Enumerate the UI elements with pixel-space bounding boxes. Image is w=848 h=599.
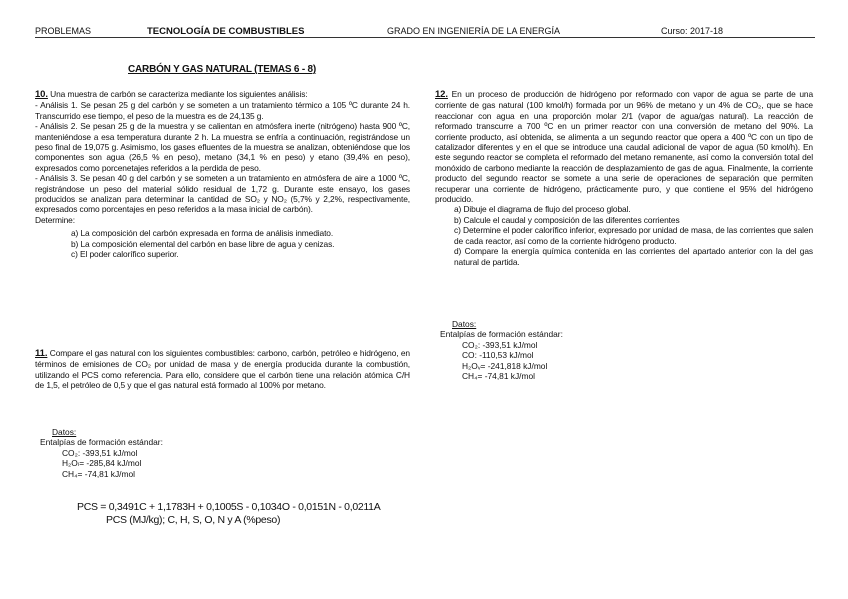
problem-11-data: [40, 427, 163, 479]
question-10a: a) La composición del carbón expresada en forma de análisis inmediato.: [71, 228, 334, 239]
data-label-12: Datos:: [452, 319, 477, 329]
problem-12-number: 12.: [435, 89, 448, 100]
h2o-enthalpy-11: H₂Oₗ= -285,84 kJ/mol: [62, 458, 142, 469]
header-subject: TECNOLOGÍA DE COMBUSTIBLES: [147, 26, 305, 37]
ch4-enthalpy-11: CH₄= -74,81 kJ/mol: [62, 468, 136, 479]
problem-11-text: Compare el gas natural con los siguientes combustibles: carbono, carbón, petróleo e hidrógeno, en términos de emisiones de CO₂ por unidad de masa y de energía producida durante la combustión, utilizando el PCS como referencia. Para ello, considere que el carbón tiene una relación atómica C/H de 1,5, el petróleo de 0,5 y que el gas natural está formado al 100% por metano.: [35, 348, 410, 391]
analysis-1: - Análisis 1. Se pesan 25 g del carbón y se someten a un tratamiento térmico a 105 ºC durante 24 h. Transcurrido ese tiempo, el peso de la muestra es de 24,135 g.: [35, 100, 410, 121]
header-divider: [35, 37, 815, 38]
question-12a: a) Dibuje el diagrama de flujo del proceso global.: [454, 204, 631, 215]
enthalpy-label-12: Entalpías de formación estándar:: [440, 329, 563, 340]
analysis-3: - Análisis 3. Se pesan 40 g del carbón y se someten a un tratamiento en atmósfera de aire a 1000 ºC, registrándose un peso del material sólido residual de 1,72 g. Durante este ensayo, los gases producidos se analizan para determinar la cantidad de SO₂ y NO₂ (5,7% y 2,2%, respectivamente, expresados como porcentajes en peso referidos a la masa inicial de carbón).: [35, 173, 410, 215]
header-course: Curso: 2017-18: [661, 26, 724, 36]
problem-12-text: En un proceso de producción de hidrógeno por reformado con vapor de agua se parte de una corriente de gas natural (100 kmol/h) formada por un 96% de metano y un 4% de CO₂, que se hace reaccionar con agua en una proporción molar 2/1 (vapor de agua/gas natural). La reacción de reformado transcurre a 700 ºC en un primer reactor con una conversión de metano del 90%. La corriente producto, así obtenida, se alimenta a un segundo reactor que opera a 400 ºC con un tipo de catalizador diferentes y en el que se introduce una caudal adicional de vapor de agua (50 kmol/h). En este segundo reactor se completa el reformado del metano remanente, así como la conversión total del monóxido de carbono mediante la reacción de desplazamiento de gas de agua. Finalmente, la corriente producto del segundo reactor se somete a una serie de operaciones de separación que permiten recuperar una corriente de hidrógeno, prácticamente puro, y que contiene el 95% del hidrógeno producido.: [435, 89, 813, 205]
pcs-units: PCS (MJ/kg); C, H, S, O, N y A (%peso): [106, 514, 281, 526]
question-10c: c) El poder calorífico superior.: [71, 249, 179, 260]
determine-label: Determine:: [35, 214, 75, 225]
problem-10-number: 10.: [35, 89, 48, 100]
data-label-11: Datos:: [52, 427, 77, 437]
header-degree: GRADO EN INGENIERÍA DE LA ENERGÍA: [387, 26, 561, 36]
problem-10: [35, 89, 410, 260]
problem-12-data: [440, 319, 563, 381]
problem-12: [435, 89, 813, 267]
problem-11-number: 11.: [35, 348, 48, 359]
question-12d: d) Compare la energía química contenida en las corrientes del apartado anterior con la del gas natural de partida.: [454, 246, 813, 267]
enthalpy-label-11: Entalpías de formación estándar:: [40, 437, 163, 448]
analysis-2: - Análisis 2. Se pesan 25 g de la muestra y se calientan en atmósfera inerte (nitrógeno) hasta 900 ºC, manteniéndose a esa temperatura durante 2 h. La muestra se enfría a continuación, registrándose un peso final de 19,075 g. Asimismo, los gases efluentes de la muestra se analizan, obteniéndose que los componentes son agua (26,5 % en peso), metano (34,1 % en peso) y etano (39,4% en peso), expresados como porcenetajes referidos a la perdida de peso.: [35, 121, 410, 173]
page-title: CARBÓN Y GAS NATURAL (TEMAS 6 - 8): [128, 64, 317, 75]
problem-10-intro: Una muestra de carbón se caracteriza mediante los siguientes análisis:: [47, 89, 308, 99]
co2-enthalpy-12: CO₂: -393,51 kJ/mol: [462, 339, 538, 350]
question-12c: c) Determine el poder calorífico inferior, expresado por unidad de masa, de las corrientes que salen de cada reactor, así como de la corriente hidrógeno producto.: [454, 225, 813, 246]
pcs-formula: PCS = 0,3491C + 1,1783H + 0,1005S - 0,1034O - 0,0151N - 0,0211A: [77, 501, 381, 513]
ch4-enthalpy-12: CH₄= -74,81 kJ/mol: [462, 371, 536, 382]
question-10b: b) La composición elemental del carbón en base libre de agua y cenizas.: [71, 238, 335, 249]
problem-11: [35, 348, 410, 391]
h2o-enthalpy-12: H₂Oᵥ= -241,818 kJ/mol: [462, 360, 548, 371]
co2-enthalpy-11: CO₂: -393,51 kJ/mol: [62, 447, 138, 458]
header-left: PROBLEMAS: [35, 26, 92, 36]
co-enthalpy-12: CO: -110,53 kJ/mol: [462, 350, 534, 361]
question-12b: b) Calcule el caudal y composición de las diferentes corrientes: [454, 214, 680, 225]
